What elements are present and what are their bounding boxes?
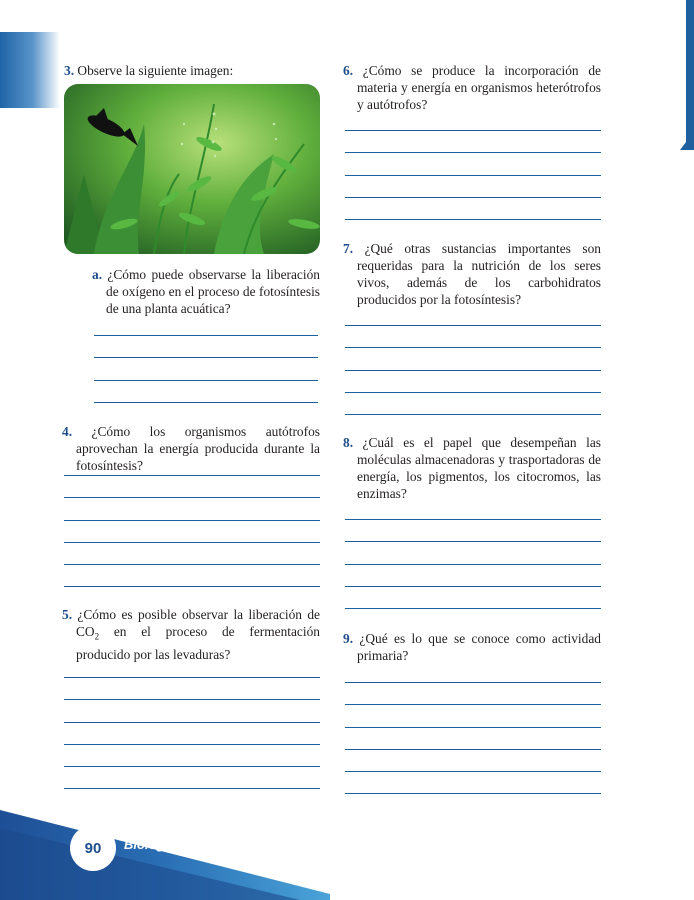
answer-lines-7[interactable] <box>345 304 601 415</box>
answer-lines-5[interactable] <box>64 656 320 789</box>
answer-lines-4[interactable] <box>64 454 320 587</box>
question-3a <box>92 266 320 317</box>
question-number: 4. <box>62 424 73 439</box>
book-title: Biología 11º <box>124 837 198 852</box>
question-text: ¿Cómo puede observarse la liberación de oxígeno en el proceso de fotosíntesis de una planta acuática? <box>106 267 320 316</box>
question-number: 5. <box>62 607 73 622</box>
question-3 <box>64 62 324 79</box>
question-5 <box>62 606 320 663</box>
subscript: 2 <box>94 631 100 642</box>
aquatic-plant-photo <box>64 84 320 254</box>
question-7 <box>343 240 601 308</box>
answer-lines-3a[interactable] <box>94 314 318 403</box>
question-number: 6. <box>343 63 354 78</box>
question-text: ¿Qué es lo que se conoce como actividad primaria? <box>357 631 601 663</box>
question-number: 3. <box>64 63 75 78</box>
question-9 <box>343 630 601 664</box>
question-text-start: ¿Cómo es posible observar la liberación de CO <box>76 607 320 639</box>
question-6 <box>343 62 601 113</box>
page-number: 90 <box>70 825 116 871</box>
decorative-tab-right <box>680 0 694 150</box>
question-text-end: en el proceso de fermentación producido por las levaduras? <box>76 624 320 662</box>
question-text: ¿Qué otras sustancias importantes son requeridas para la nutrición de los seres vivos, además de los carbohidratos producidos por la fotosíntesis? <box>357 241 601 307</box>
question-8 <box>343 434 601 502</box>
answer-lines-8[interactable] <box>345 498 601 609</box>
question-text: ¿Cómo se produce la incorporación de materia y energía en organismos heterótrofos y autótrofos? <box>357 63 601 112</box>
question-text: Observe la siguiente imagen: <box>77 63 234 78</box>
decorative-tab-left <box>0 32 60 108</box>
question-text: ¿Cómo los organismos autótrofos aprovechan la energía producida durante la fotosíntesis? <box>76 424 320 473</box>
question-number: 7. <box>343 241 354 256</box>
answer-lines-9[interactable] <box>345 661 601 794</box>
question-letter: a. <box>92 267 103 282</box>
answer-lines-6[interactable] <box>345 109 601 220</box>
question-number: 9. <box>343 631 354 646</box>
question-text: ¿Cuál es el papel que desempeñan las moléculas almacenadoras y trasportadoras de energía, los pigmentos, los citocromos, las enzimas? <box>357 435 601 501</box>
question-number: 8. <box>343 435 354 450</box>
